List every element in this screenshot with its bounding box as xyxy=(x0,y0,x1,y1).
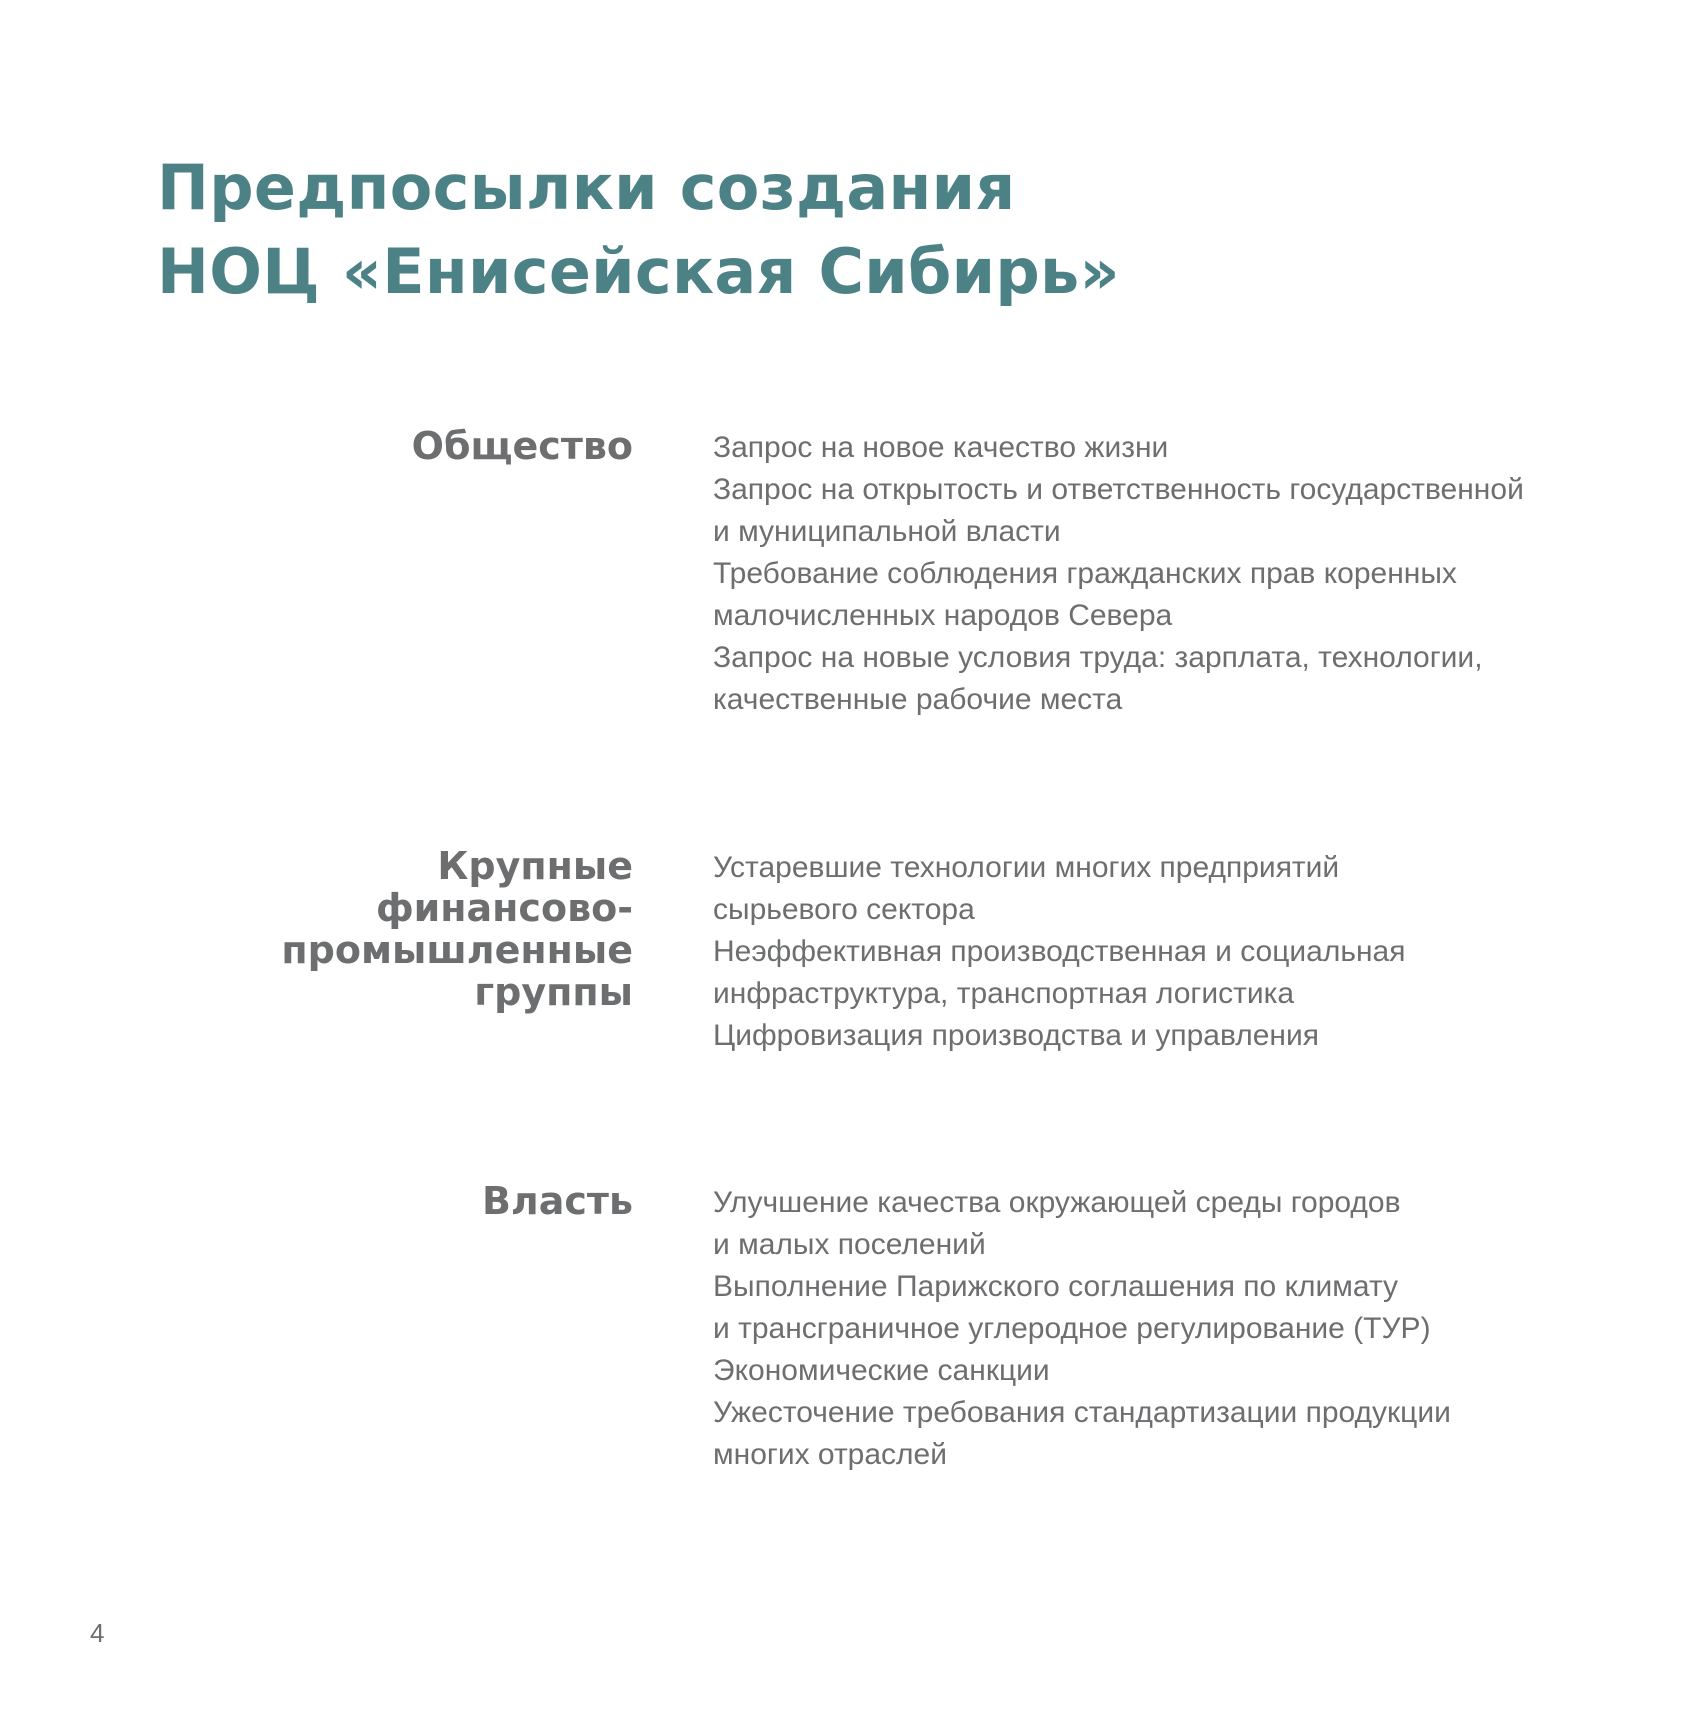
list-item-line: Выполнение Парижского соглашения по климату xyxy=(713,1270,1399,1303)
section-heading-line: группы xyxy=(474,970,633,1014)
list-item-line: Неэффективная производственная и социальная xyxy=(713,935,1406,968)
list-item-line: сырьевого сектора xyxy=(713,893,975,926)
list-item xyxy=(713,427,1613,469)
list-item xyxy=(713,847,1613,931)
page-title xyxy=(157,146,1120,314)
list-item-line: Экономические санкции xyxy=(713,1354,1050,1387)
section-heading xyxy=(213,425,633,467)
list-item-line: Устаревшие технологии многих предприятий xyxy=(713,851,1340,884)
section-heading-line: Крупные xyxy=(437,844,633,888)
list-item-line: Запрос на открытость и ответственность государственной xyxy=(713,473,1524,506)
section-items-list xyxy=(713,1182,1613,1476)
list-item xyxy=(713,469,1613,553)
list-item-line: Улучшение качества окружающей среды городов xyxy=(713,1186,1401,1219)
section-items-list xyxy=(713,427,1613,721)
list-item-line: качественные рабочие места xyxy=(713,683,1123,716)
section-heading xyxy=(213,1180,633,1222)
section-items-list xyxy=(713,847,1613,1057)
section-heading-line: промышленные xyxy=(281,928,633,972)
list-item-line: и трансграничное углеродное регулирование (ТУР) xyxy=(713,1312,1431,1345)
list-item xyxy=(713,1350,1613,1392)
list-item-line: Цифровизация производства и управления xyxy=(713,1019,1319,1052)
list-item-line: и муниципальной власти xyxy=(713,515,1061,548)
list-item xyxy=(713,637,1613,721)
list-item-line: Запрос на новые условия труда: зарплата, технологии, xyxy=(713,641,1483,674)
list-item-line: инфраструктура, транспортная логистика xyxy=(713,977,1295,1010)
list-item xyxy=(713,1392,1613,1476)
list-item-line: Ужесточение требования стандартизации продукции xyxy=(713,1396,1451,1429)
page-title-line-1: Предпосылки создания xyxy=(157,151,1016,224)
page-title-line-2: НОЦ «Енисейская Сибирь» xyxy=(157,235,1120,308)
list-item-line: и малых поселений xyxy=(713,1228,986,1261)
list-item-line: Запрос на новое качество жизни xyxy=(713,431,1169,464)
list-item-line: Требование соблюдения гражданских прав коренных xyxy=(713,557,1457,590)
list-item xyxy=(713,553,1613,637)
list-item xyxy=(713,1266,1613,1350)
section-heading-line: финансово- xyxy=(375,886,633,930)
list-item xyxy=(713,1182,1613,1266)
list-item xyxy=(713,1015,1613,1057)
list-item-line: малочисленных народов Севера xyxy=(713,599,1173,632)
list-item xyxy=(713,931,1613,1015)
section-heading-line: Общество xyxy=(411,424,633,468)
section-heading-line: Власть xyxy=(481,1179,633,1223)
page-number: 4 xyxy=(90,1618,105,1648)
list-item-line: многих отраслей xyxy=(713,1438,947,1471)
section-heading xyxy=(213,845,633,1013)
